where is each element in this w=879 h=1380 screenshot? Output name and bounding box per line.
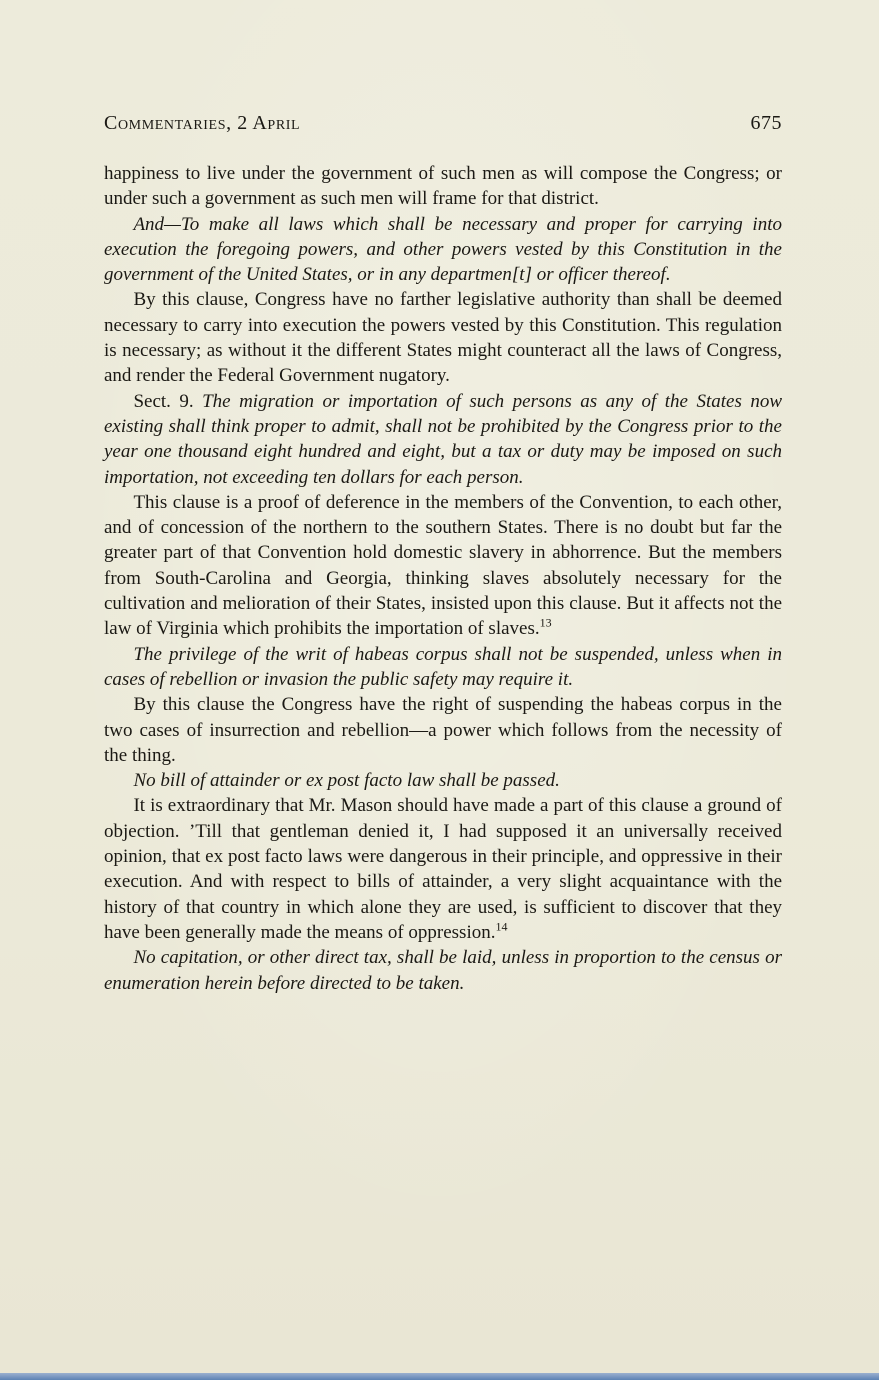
paragraph-text: It is extraordinary that Mr. Mason should have made a part of this clause a ground of objection. ’Till that gentleman denied it, I had supposed it an universally received opinion, that ex post facto laws were dangerous in their principle, and oppressive in their execution. And with respect to bills of attainder, a very slight acquaintance with the history of that country in which alone they are used, is sufficient to discover that they have been generally made the means of oppression.: [104, 795, 782, 943]
section-quote-text: The migration or importation of such persons as any of the States now existing shall think proper to admit, shall not be prohibited by the Congress prior to the year one thousand eight hundred and eight, but a tax or duty may be imposed on such importation, not exceeding ten dollars for each person.: [104, 390, 782, 488]
text-block: [104, 112, 782, 996]
paragraph-commentary-necessary-proper: By this clause, Congress have no farther legislative authority than shall be deemed necessary to carry into execution the powers vested by this Constitution. This regulation is necessary; as without it the different States might counteract all the laws of Congress, and render the Federal Government nugatory.: [104, 289, 782, 387]
body-copy: [104, 161, 782, 996]
footnote-marker-13: 13: [539, 616, 552, 631]
section-lead: Sect. 9.: [133, 390, 203, 412]
paragraph-commentary-habeas-corpus: By this clause the Congress have the right of suspending the habeas corpus in the two cases of insurrection and rebellion—a power which follows from the necessity of the thing.: [104, 694, 782, 766]
paragraph-text: This clause is a proof of deference in the members of the Convention, to each other, and of concession of the northern to the southern States. There is no doubt but far the greater part of that Convention hold domestic slavery in abhorrence. But the members from South-Carolina and Georgia, thinking slaves absolutely necessary for the cultivation and melioration of their States, insisted upon this clause. But it affects not the law of Virginia which prohibits the importation of slaves.: [104, 491, 782, 640]
paragraph-commentary-attainder: [104, 793, 782, 945]
footnote-marker-14: 14: [495, 919, 508, 934]
paragraph-quote-capitation: No capitation, or other direct tax, shall be laid, unless in proportion to the census or enumeration herein before directed to be taken.: [104, 947, 782, 994]
paragraph-quote-habeas-corpus: The privilege of the writ of habeas corpus shall not be suspended, unless when in cases of rebellion or invasion the public safety may require it.: [104, 643, 782, 690]
page-number: 675: [750, 112, 782, 134]
running-head: [104, 112, 782, 135]
scan-edge: [0, 1373, 879, 1380]
paragraph-continuation: happiness to live under the government of such men as will compose the Congress; or under such a government as such men will frame for that district.: [104, 163, 782, 210]
running-head-title: Commentaries, 2 April: [104, 112, 301, 134]
paragraph-quote-necessary-proper: And—To make all laws which shall be necessary and proper for carrying into execution the foregoing powers, and other powers vested by this Constitution in the government of the United States, or in any departmen[t] or officer thereof.: [104, 213, 782, 286]
paragraph-quote-sect9: [104, 389, 782, 490]
paragraph-commentary-migration: [104, 490, 782, 642]
paragraph-quote-attainder: No bill of attainder or ex post facto law shall be passed.: [133, 770, 560, 792]
